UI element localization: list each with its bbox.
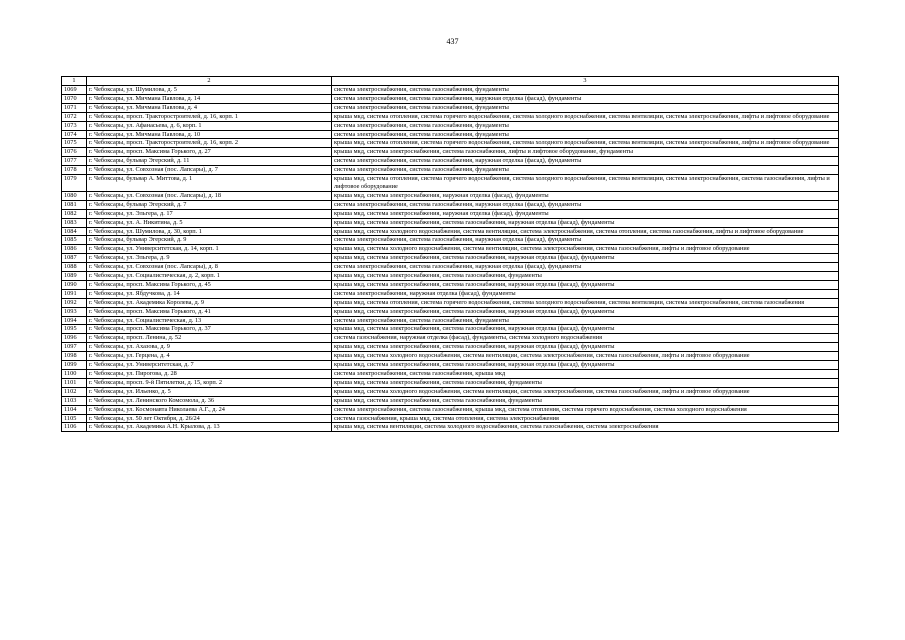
- works-cell: система электроснабжения, система газоснабжения, фундаменты: [332, 316, 839, 325]
- works-cell: крыша мкд, система электроснабжения, система газоснабжения, наружная отделка (фасад), фундаменты: [332, 307, 839, 316]
- works-cell: система электроснабжения, система газоснабжения, фундаменты: [332, 86, 839, 95]
- works-cell: система электроснабжения, система газоснабжения, фундаменты: [332, 166, 839, 175]
- row-number-cell: 1086: [62, 245, 87, 254]
- table-row: [62, 387, 839, 396]
- works-cell: крыша мкд, система электроснабжения, система газоснабжения, наружная отделка (фасад), фундаменты: [332, 343, 839, 352]
- row-number-cell: 1077: [62, 157, 87, 166]
- address-cell: г. Чебоксары, ул. А. Никитина, д. 5: [87, 218, 332, 227]
- row-number-cell: 1103: [62, 396, 87, 405]
- row-number-cell: 1081: [62, 200, 87, 209]
- address-cell: г. Чебоксары, просп. Тракторостроителей, д. 16, корп. 2: [87, 139, 332, 148]
- table-row: [62, 166, 839, 175]
- works-cell: крыша мкд, система отопления, система горячего водоснабжения, система холодного водоснабжения, система вентиляции, система электроснабжения, лифты и лифтовое оборудование: [332, 112, 839, 121]
- row-number-cell: 1105: [62, 414, 87, 423]
- row-number-cell: 1097: [62, 343, 87, 352]
- table-row: [62, 103, 839, 112]
- row-number-cell: 1095: [62, 325, 87, 334]
- address-cell: г. Чебоксары, ул. Шумилова, д. 30, корп. 1: [87, 227, 332, 236]
- row-number-cell: 1100: [62, 370, 87, 379]
- table-row: [62, 227, 839, 236]
- works-cell: крыша мкд, система холодного водоснабжения, система вентиляции, система электроснабжения, система газоснабжения, лифты и лифтовое оборудование: [332, 245, 839, 254]
- row-number-cell: 1084: [62, 227, 87, 236]
- row-number-cell: 1091: [62, 289, 87, 298]
- works-cell: система электроснабжения, система газоснабжения, крыша мкд, система отопления, система горячего водоснабжения, система холодного водоснабжения: [332, 405, 839, 414]
- address-cell: г. Чебоксары, бульвар А. Миттова, д. 1: [87, 175, 332, 192]
- works-cell: система газоснабжения, крыша мкд, система отопления, система электроснабжения: [332, 414, 839, 423]
- table-row: [62, 200, 839, 209]
- address-cell: г. Чебоксары, просп. Максима Горького, д. 45: [87, 280, 332, 289]
- address-cell: г. Чебоксары, просп. Ленина, д. 52: [87, 334, 332, 343]
- row-number-cell: 1089: [62, 272, 87, 281]
- table-row: [62, 307, 839, 316]
- row-number-cell: 1072: [62, 112, 87, 121]
- table-row: [62, 316, 839, 325]
- address-cell: г. Чебоксары, ул. Университетская, д. 14, корп. 1: [87, 245, 332, 254]
- works-cell: система электроснабжения, система газоснабжения, наружная отделка (фасад), фундаменты: [332, 236, 839, 245]
- row-number-cell: 1076: [62, 148, 87, 157]
- works-cell: крыша мкд, система электроснабжения, система газоснабжения, наружная отделка (фасад), фундаменты: [332, 361, 839, 370]
- row-number-cell: 1104: [62, 405, 87, 414]
- address-cell: г. Чебоксары, просп. 9-й Пятилетки, д. 15, корп. 2: [87, 378, 332, 387]
- works-cell: крыша мкд, система электроснабжения, система газоснабжения, фундаменты: [332, 396, 839, 405]
- row-number-cell: 1094: [62, 316, 87, 325]
- address-cell: г. Чебоксары, ул. Ахазова, д. 9: [87, 343, 332, 352]
- table-row: [62, 396, 839, 405]
- works-cell: система электроснабжения, система газоснабжения, крыша мкд: [332, 370, 839, 379]
- row-number-cell: 1090: [62, 280, 87, 289]
- table-row: [62, 289, 839, 298]
- row-number-cell: 1096: [62, 334, 87, 343]
- row-number-cell: 1075: [62, 139, 87, 148]
- row-number-cell: 1085: [62, 236, 87, 245]
- column-header-3: 3: [332, 77, 839, 86]
- address-cell: г. Чебоксары, ул. Эльгера, д. 17: [87, 209, 332, 218]
- works-cell: система электроснабжения, система газоснабжения, наружная отделка (фасад), фундаменты: [332, 200, 839, 209]
- address-cell: г. Чебоксары, ул. Академика Королева, д. 9: [87, 298, 332, 307]
- address-cell: г. Чебоксары, ул. Совхозная (пос. Лапсары), д. 8: [87, 263, 332, 272]
- address-cell: г. Чебоксары, ул. Социалистическая, д. 2, корп. 1: [87, 272, 332, 281]
- row-number-cell: 1079: [62, 175, 87, 192]
- works-cell: система электроснабжения, система газоснабжения, наружная отделка (фасад), фундаменты: [332, 263, 839, 272]
- table-row: [62, 280, 839, 289]
- row-number-cell: 1078: [62, 166, 87, 175]
- works-cell: система электроснабжения, система газоснабжения, фундаменты: [332, 121, 839, 130]
- row-number-cell: 1092: [62, 298, 87, 307]
- registry-table-body: [62, 77, 839, 432]
- table-row: [62, 361, 839, 370]
- row-number-cell: 1071: [62, 103, 87, 112]
- works-cell: система электроснабжения, система газоснабжения, наружная отделка (фасад), фундаменты: [332, 157, 839, 166]
- table-row: [62, 130, 839, 139]
- works-cell: система электроснабжения, система газоснабжения, наружная отделка (фасад), фундаменты: [332, 94, 839, 103]
- row-number-cell: 1101: [62, 378, 87, 387]
- works-cell: крыша мкд, система холодного водоснабжения, система вентиляции, система электроснабжения, система газоснабжения, лифты и лифтовое оборудование: [332, 352, 839, 361]
- table-row: [62, 86, 839, 95]
- works-cell: крыша мкд, система отопления, система горячего водоснабжения, система холодного водоснабжения, система вентиляции, система электроснабжения, система газоснабжения: [332, 298, 839, 307]
- works-cell: крыша мкд, система электроснабжения, система газоснабжения, наружная отделка (фасад), фундаменты: [332, 280, 839, 289]
- address-cell: г. Чебоксары, ул. Социалистическая, д. 13: [87, 316, 332, 325]
- address-cell: г. Чебоксары, ул. Совхозная (пос. Лапсары), д. 18: [87, 191, 332, 200]
- table-row: [62, 175, 839, 192]
- table-row: [62, 325, 839, 334]
- table-row: [62, 94, 839, 103]
- works-cell: система электроснабжения, наружная отделка (фасад), фундаменты: [332, 289, 839, 298]
- table-row: [62, 263, 839, 272]
- row-number-cell: 1073: [62, 121, 87, 130]
- works-cell: система электроснабжения, система газоснабжения, фундаменты: [332, 103, 839, 112]
- address-cell: г. Чебоксары, ул. Мичмана Павлова, д. 10: [87, 130, 332, 139]
- table-row: [62, 218, 839, 227]
- address-cell: г. Чебоксары, ул. Пирогова, д. 28: [87, 370, 332, 379]
- works-cell: система электроснабжения, система газоснабжения, фундаменты: [332, 130, 839, 139]
- row-number-cell: 1087: [62, 254, 87, 263]
- works-cell: крыша мкд, система электроснабжения, наружная отделка (фасад), фундаменты: [332, 209, 839, 218]
- table-row: [62, 272, 839, 281]
- works-cell: крыша мкд, система отопления, система горячего водоснабжения, система холодного водоснабжения, система вентиляции, система электроснабжения, лифты и лифтовое оборудование: [332, 139, 839, 148]
- address-cell: г. Чебоксары, ул. Университетская, д. 7: [87, 361, 332, 370]
- table-row: [62, 334, 839, 343]
- works-cell: крыша мкд, система электроснабжения, система газоснабжения, наружная отделка (фасад), фундаменты: [332, 218, 839, 227]
- works-cell: крыша мкд, система электроснабжения, система газоснабжения, наружная отделка (фасад), фундаменты: [332, 254, 839, 263]
- works-cell: крыша мкд, система холодного водоснабжения, система вентиляции, система электроснабжения, система отопления, система газоснабжения, лифты и лифтовое оборудование: [332, 227, 839, 236]
- address-cell: г. Чебоксары, ул. Совхозная (пос. Лапсары), д. 7: [87, 166, 332, 175]
- address-cell: г. Чебоксары, бульвар Эгерский, д. 11: [87, 157, 332, 166]
- table-row: [62, 148, 839, 157]
- table-row: [62, 405, 839, 414]
- table-row: [62, 121, 839, 130]
- address-cell: г. Чебоксары, ул. Мичмана Павлова, д. 14: [87, 94, 332, 103]
- row-number-cell: 1069: [62, 86, 87, 95]
- address-cell: г. Чебоксары, ул. 50 лет Октября, д. 26/24: [87, 414, 332, 423]
- address-cell: г. Чебоксары, ул. Академика А.Н. Крылова, д. 13: [87, 423, 332, 432]
- address-cell: г. Чебоксары, ул. Ябдучкова, д. 14: [87, 289, 332, 298]
- table-row: [62, 414, 839, 423]
- table-row: [62, 378, 839, 387]
- table-row: [62, 298, 839, 307]
- works-cell: крыша мкд, система электроснабжения, система газоснабжения, лифты и лифтовое оборудование, фундаменты: [332, 148, 839, 157]
- works-cell: крыша мкд, система отопления, система горячего водоснабжения, система холодного водоснабжения, система вентиляции, система электроснабжения, система газоснабжения, лифты и лифтовое оборудование: [332, 175, 839, 192]
- row-number-cell: 1080: [62, 191, 87, 200]
- works-cell: система газоснабжения, наружная отделка (фасад), фундаменты, система холодного водоснабжения: [332, 334, 839, 343]
- row-number-cell: 1093: [62, 307, 87, 316]
- row-number-cell: 1083: [62, 218, 87, 227]
- table-row: [62, 112, 839, 121]
- table-row: [62, 191, 839, 200]
- address-cell: г. Чебоксары, ул. Афанасьева, д. 6, корп. 1: [87, 121, 332, 130]
- row-number-cell: 1098: [62, 352, 87, 361]
- row-number-cell: 1074: [62, 130, 87, 139]
- address-cell: г. Чебоксары, ул. Космонавта Николаева А.Г., д. 24: [87, 405, 332, 414]
- table-row: [62, 352, 839, 361]
- column-number-row: [62, 77, 839, 86]
- works-cell: крыша мкд, система электроснабжения, система газоснабжения, фундаменты: [332, 272, 839, 281]
- works-cell: крыша мкд, система электроснабжения, система газоснабжения, наружная отделка (фасад), фундаменты: [332, 325, 839, 334]
- address-cell: г. Чебоксары, ул. Эльгера, д. 9: [87, 254, 332, 263]
- column-header-2: 2: [87, 77, 332, 86]
- table-row: [62, 423, 839, 432]
- address-cell: г. Чебоксары, просп. Максима Горького, д. 37: [87, 325, 332, 334]
- address-cell: г. Чебоксары, ул. Шумилова, д. 5: [87, 86, 332, 95]
- address-cell: г. Чебоксары, просп. Максима Горького, д. 27: [87, 148, 332, 157]
- address-cell: г. Чебоксары, ул. Ленинского Комсомола, д. 36: [87, 396, 332, 405]
- address-cell: г. Чебоксары, просп. Тракторостроителей, д. 16, корп. 1: [87, 112, 332, 121]
- row-number-cell: 1106: [62, 423, 87, 432]
- page-number: 437: [446, 37, 459, 46]
- works-cell: крыша мкд, система электроснабжения, наружная отделка (фасад), фундаменты: [332, 191, 839, 200]
- row-number-cell: 1099: [62, 361, 87, 370]
- address-cell: г. Чебоксары, ул. Герцена, д. 4: [87, 352, 332, 361]
- works-cell: крыша мкд, система вентиляции, система холодного водоснабжения, система газоснабжения, система электроснабжения: [332, 423, 839, 432]
- row-number-cell: 1070: [62, 94, 87, 103]
- table-row: [62, 254, 839, 263]
- table-row: [62, 209, 839, 218]
- table-row: [62, 245, 839, 254]
- row-number-cell: 1082: [62, 209, 87, 218]
- table-row: [62, 139, 839, 148]
- row-number-cell: 1102: [62, 387, 87, 396]
- column-header-1: 1: [62, 77, 87, 86]
- row-number-cell: 1088: [62, 263, 87, 272]
- address-cell: г. Чебоксары, ул. Ильенко, д. 5: [87, 387, 332, 396]
- works-cell: крыша мкд, система электроснабжения, система газоснабжения, фундаменты: [332, 378, 839, 387]
- address-cell: г. Чебоксары, ул. Мичмана Павлова, д. 4: [87, 103, 332, 112]
- table-row: [62, 236, 839, 245]
- table-row: [62, 370, 839, 379]
- table-row: [62, 157, 839, 166]
- table-row: [62, 343, 839, 352]
- address-cell: г. Чебоксары, просп. Максима Горького, д. 41: [87, 307, 332, 316]
- address-cell: г. Чебоксары, бульвар Эгерский, д. 9: [87, 236, 332, 245]
- works-cell: крыша мкд, система холодного водоснабжения, система вентиляции, система электроснабжения, система газоснабжения, лифты и лифтовое оборудование: [332, 387, 839, 396]
- address-cell: г. Чебоксары, бульвар Эгерский, д. 7: [87, 200, 332, 209]
- registry-table: [61, 76, 839, 432]
